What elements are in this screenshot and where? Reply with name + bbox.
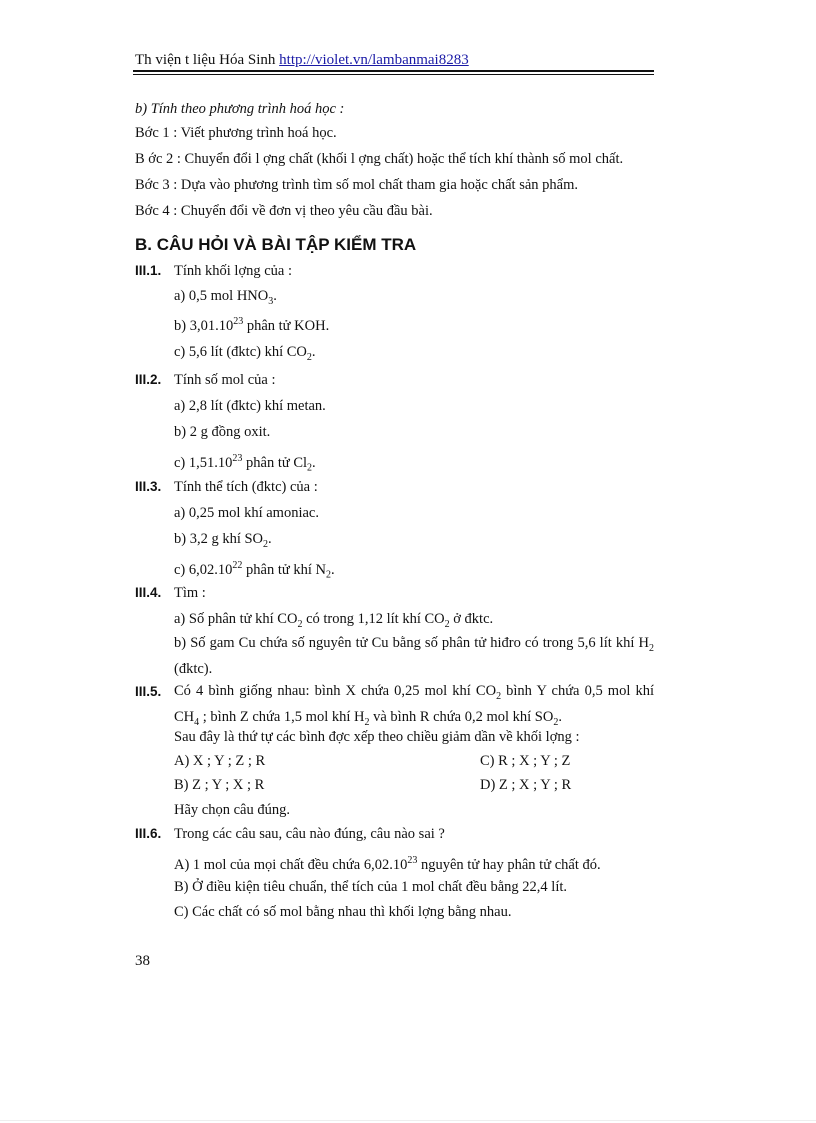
question-number: III.4. [135, 585, 162, 600]
header-text: Th viện t liệu Hóa Sinh [135, 52, 280, 68]
question-text: Sau đây là thứ tự các bình đợc xếp theo chiều giảm dần về khối lợng : [174, 729, 580, 745]
question-number: III.5. [135, 684, 162, 699]
header-link[interactable]: http://violet.vn/lambanmai8283 [279, 52, 469, 68]
question-text: Tính số mol của : [174, 372, 276, 388]
step-3: Bớc 3 : Dựa vào phương trình tìm số mol chất tham gia hoặc chất sản phẩm. [135, 177, 579, 193]
page-edge [0, 1120, 816, 1121]
question-number: III.3. [135, 479, 162, 494]
answer-line: c) 6,02.10$^{22}$ phân tử khí $N_2$. [174, 560, 335, 581]
question-text: Tính khối lợng của : [174, 263, 293, 279]
header-rule-thin [133, 74, 654, 75]
question-number: III.6. [135, 826, 162, 841]
option-b: B) Z ; Y ; X ; R [174, 777, 265, 793]
section-title: B. CÂU HỎI VÀ BÀI TẬP KIỂM TRA [135, 235, 417, 254]
question-number: III.2. [135, 372, 162, 387]
answer-line: Hãy chọn câu đúng. [174, 802, 290, 818]
question-text: Tìm : [174, 585, 206, 601]
page-number: 38 [135, 953, 150, 969]
part-b-title: b) Tính theo phương trình hoá học : [135, 101, 345, 117]
answer-line: A) 1 mol của mọi chất đều chứa 6,02.10$^{23}$ nguyên tử hay phân tử chất đó. [174, 855, 601, 873]
header-rule [133, 70, 654, 72]
step-2: B ớc 2 : Chuyển đổi l ợng chất (khối l ợng chất) hoặc thể tích khí thành số mol chất. [135, 151, 624, 167]
answer-line: b) 2 g đồng oxit. [174, 424, 271, 440]
answer-line: a) 0,25 mol khí amoniac. [174, 505, 319, 521]
step-1: Bớc 1 : Viết phương trình hoá học. [135, 125, 337, 141]
answer-line: a) 2,8 lít (đktc) khí metan. [174, 398, 326, 414]
answer-line: C) Các chất có số mol bằng nhau thì khối lợng bằng nhau. [174, 904, 512, 920]
question-paragraph: Có 4 bình giống nhau: bình X chứa 0,25 mol khí $CO_2$ bình Y chứa 0,5 mol khí $CH_4$ ; bình Z chứa 1,5 mol khí $H_2$ và bình R chứa 0,2 mol khí $SO_2$. [174, 683, 654, 728]
step-4: Bớc 4 : Chuyển đổi về đơn vị theo yêu cầu đầu bài. [135, 203, 433, 219]
answer-line: c) 5,6 lít (đktc) khí $CO_2$. [174, 344, 316, 363]
question-text: Trong các câu sau, câu nào đúng, câu nào sai ? [174, 826, 445, 842]
answer-paragraph: b) Số gam Cu chứa số nguyên tử Cu bằng số phân tử hiđro có trong 5,6 lít khí $H_2$ (đktc). [174, 635, 654, 677]
answer-line: b) 3,2 g khí $SO_2$. [174, 531, 272, 550]
option-c: C) R ; X ; Y ; Z [480, 753, 571, 769]
answer-line: b) 3,01.10$^{23}$ phân tử KOH. [174, 316, 330, 334]
question-number: III.1. [135, 263, 162, 278]
question-text: Tính thể tích (đktc) của : [174, 479, 318, 495]
answer-line: c) 1,51.10$^{23}$ phân tử $Cl_2$. [174, 453, 316, 474]
option-d: D) Z ; X ; Y ; R [480, 777, 572, 793]
page-header [135, 52, 469, 69]
answer-line: a) 0,5 mol $HNO_3$. [174, 288, 277, 307]
option-a: A) X ; Y ; Z ; R [174, 753, 266, 769]
answer-line: a) Số phân tử khí $CO_2$ có trong 1,12 lít khí $CO_2$ ở đktc. [174, 611, 494, 630]
answer-line: B) Ở điều kiện tiêu chuẩn, thể tích của 1 mol chất đều bằng 22,4 lít. [174, 879, 568, 895]
